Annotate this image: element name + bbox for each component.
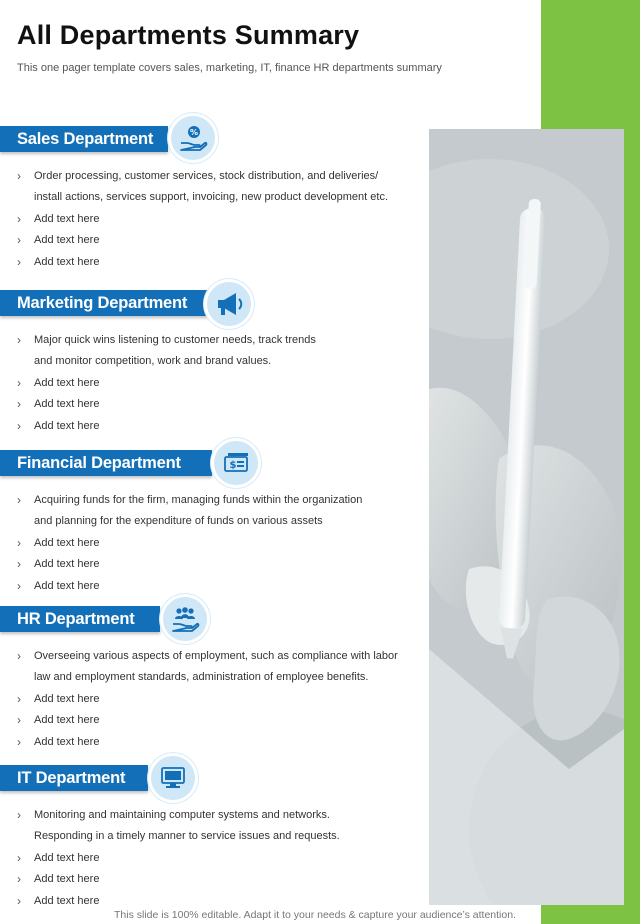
svg-text:$: $ — [229, 460, 237, 471]
section-bullet-list — [0, 646, 398, 753]
list-item: › Add text here — [0, 848, 340, 869]
page-title: All Departments Summary — [17, 20, 360, 50]
list-item: › Add text here — [0, 252, 388, 273]
list-item: › Acquiring funds for the firm, managing funds within the organization and planning for the expenditure of funds on various assets — [0, 490, 362, 533]
list-item: › Add text here — [0, 533, 362, 554]
writing-hand-photo — [429, 129, 624, 905]
icon-badge — [148, 753, 198, 803]
section-header-bar — [0, 290, 210, 316]
section-header-bar — [0, 606, 160, 632]
list-item: › Order processing, customer services, stock distribution, and deliveries/ install actions, services support, invoicing, new product development etc. — [0, 166, 388, 209]
list-item: › Monitoring and maintaining computer systems and networks. Responding in a timely manner to service issues and requests. — [0, 805, 340, 848]
footer-note: This slide is 100% editable. Adapt it to your needs & capture your audience’s attention. — [114, 909, 516, 921]
list-item: › Add text here — [0, 732, 398, 753]
list-item: › Add text here — [0, 394, 316, 415]
list-item: › Add text here — [0, 554, 362, 575]
list-item: › Add text here — [0, 689, 398, 710]
section-bullet-list — [0, 490, 362, 597]
computer-icon — [158, 763, 188, 793]
svg-text:%: % — [189, 128, 199, 137]
list-item: › Add text here — [0, 373, 316, 394]
list-item: › Major quick wins listening to customer needs, track trends and monitor competition, work and brand values. — [0, 330, 316, 373]
section-bullet-list — [0, 805, 340, 912]
list-item: › Add text here — [0, 869, 340, 890]
list-item: › Add text here — [0, 209, 388, 230]
icon-badge — [204, 279, 254, 329]
icon-badge — [211, 438, 261, 488]
section-header-bar — [0, 126, 168, 152]
section-title: HR Department — [17, 609, 135, 628]
icon-badge — [160, 594, 210, 644]
list-item: › Add text here — [0, 891, 340, 912]
section-title: Financial Department — [17, 453, 181, 472]
hand-holding-pen-illustration — [429, 129, 624, 905]
list-item: › Add text here — [0, 710, 398, 731]
team-hand-icon — [170, 604, 200, 634]
list-item: › Overseeing various aspects of employment, such as compliance with labor law and employment standards, administration of employee benefits. — [0, 646, 398, 689]
section-title: Marketing Department — [17, 293, 188, 312]
hand-percent-icon — [178, 123, 208, 153]
section-bullet-list — [0, 330, 316, 437]
money-card-icon — [221, 448, 251, 478]
icon-badge — [168, 113, 218, 163]
section-title: IT Department — [17, 768, 126, 787]
megaphone-icon — [214, 289, 244, 319]
section-header-bar — [0, 450, 212, 476]
list-item: › Add text here — [0, 230, 388, 251]
section-title: Sales Department — [17, 129, 154, 148]
page-subtitle: This one pager template covers sales, marketing, IT, finance HR departments summary — [17, 62, 442, 74]
list-item: › Add text here — [0, 416, 316, 437]
list-item: › Add text here — [0, 576, 362, 597]
section-header-bar — [0, 765, 148, 791]
section-bullet-list — [0, 166, 388, 273]
